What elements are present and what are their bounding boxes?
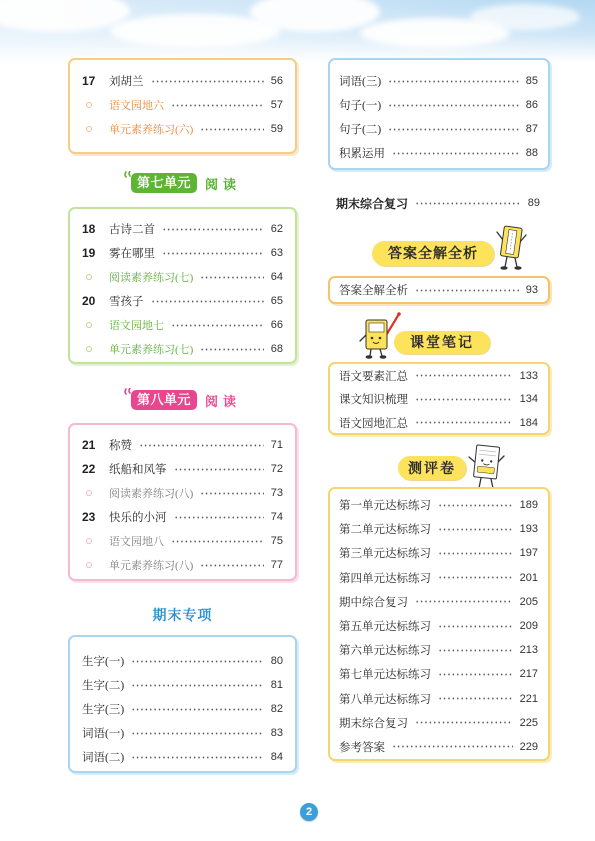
- dot-leader: [162, 228, 264, 231]
- entry-title: 生字(二): [82, 680, 125, 692]
- entry-title: 期末综合复习: [336, 196, 409, 211]
- bullet-cell: [82, 337, 109, 361]
- entry-page-number: 189: [519, 499, 538, 512]
- entry-page-number: 213: [519, 644, 538, 657]
- toc-entry: [339, 566, 538, 590]
- dot-leader: [151, 80, 264, 83]
- dot-leader: [162, 252, 264, 255]
- unit8-label: 阅读: [205, 393, 242, 409]
- entry-page-number: 229: [519, 740, 538, 753]
- entry-title: 词语(一): [82, 728, 125, 740]
- entry-title: 雪孩子: [109, 296, 144, 308]
- toc-entry: [82, 217, 283, 241]
- toc-entry: [339, 614, 538, 638]
- toc-entry: [339, 93, 538, 117]
- entry-title: 第七单元达标练习: [339, 669, 431, 682]
- dot-leader: [392, 152, 519, 155]
- toc-entry: [82, 481, 283, 505]
- toc-entry: [82, 505, 283, 529]
- circle-bullet-icon: [86, 102, 92, 108]
- toc-entry: [82, 289, 283, 313]
- bullet-cell: [82, 529, 109, 553]
- entry-title: 单元素养练习(八): [109, 560, 194, 572]
- entry-title: 语文园地汇总: [339, 417, 408, 430]
- lesson-number: 17: [82, 74, 96, 88]
- entry-title: 第六单元达标练习: [339, 645, 431, 658]
- entry-title: 期中综合复习: [339, 596, 408, 609]
- entry-title: 积累运用: [339, 148, 385, 160]
- final-special-heading: 期末专项: [152, 607, 213, 623]
- entry-title: 生字(三): [82, 704, 125, 716]
- circle-bullet-icon: [86, 562, 92, 568]
- bullet-cell: [82, 265, 109, 289]
- toc-entry: [339, 517, 538, 541]
- toc-entry: [82, 649, 283, 673]
- toc-entry: [339, 541, 538, 565]
- dot-leader: [388, 128, 519, 131]
- unit7-badge: 第七单元: [131, 173, 197, 193]
- dot-leader: [139, 444, 264, 447]
- entry-page-number: 72: [270, 463, 283, 475]
- dot-leader: [438, 552, 513, 555]
- toc-entry: [339, 711, 538, 735]
- entry-title: 快乐的小河: [109, 512, 167, 524]
- unit7-heading: [68, 171, 297, 195]
- entry-title: 生字(一): [82, 656, 125, 668]
- lesson-number: 19: [82, 246, 96, 260]
- bullet-cell: [82, 313, 109, 337]
- bullet-cell: [82, 481, 109, 505]
- dot-leader: [438, 697, 513, 700]
- entry-title: 句子(二): [339, 124, 382, 136]
- toc-entry: [82, 337, 283, 361]
- toc-entry: [82, 241, 283, 265]
- entry-page-number: 225: [519, 716, 538, 729]
- toc-entry: [339, 662, 538, 686]
- entry-page-number: 83: [270, 727, 283, 739]
- entry-page-number: 86: [525, 99, 538, 111]
- toc-entry: [339, 590, 538, 614]
- toc-entry: [339, 364, 538, 388]
- entry-title: 雾在哪里: [109, 248, 155, 260]
- entry-page-number: 89: [527, 197, 540, 209]
- entry-page-number: 217: [519, 668, 538, 681]
- dot-leader: [200, 128, 263, 131]
- entry-title: 语文园地六: [109, 100, 164, 112]
- lesson-number: 22: [82, 462, 96, 476]
- toc-entry: [82, 313, 283, 337]
- toc-entry: [339, 493, 538, 517]
- dot-leader: [438, 504, 513, 507]
- dot-leader: [171, 540, 264, 543]
- entry-page-number: 77: [270, 559, 283, 571]
- dot-leader: [415, 374, 513, 377]
- entry-page-number: 93: [525, 284, 538, 296]
- toc-entry: [82, 265, 283, 289]
- sky-banner: [0, 0, 595, 62]
- toc-entry: [339, 69, 538, 93]
- toc-entry: [339, 411, 538, 435]
- entry-page-number: 64: [270, 271, 283, 283]
- bullet-cell: [82, 117, 109, 141]
- entry-page-number: 133: [519, 369, 538, 382]
- entry-page-number: 205: [519, 595, 538, 608]
- entry-page-number: 84: [270, 751, 283, 763]
- dot-leader: [131, 756, 264, 759]
- entry-page-number: 73: [270, 487, 283, 499]
- entry-title: 第八单元达标练习: [339, 693, 431, 706]
- entry-page-number: 68: [270, 343, 283, 355]
- dot-leader: [392, 745, 513, 748]
- entry-page-number: 201: [519, 571, 538, 584]
- entry-title: 词语(二): [82, 752, 125, 764]
- circle-bullet-icon: [86, 274, 92, 280]
- unit8-box: [68, 423, 297, 581]
- bullet-cell: [82, 93, 109, 117]
- entry-title: 阅读素养练习(八): [109, 488, 194, 500]
- entry-title: 期末综合复习: [339, 717, 408, 730]
- dot-leader: [174, 516, 264, 519]
- answers-heading: 答案全解全析: [372, 241, 494, 266]
- dot-leader: [131, 708, 264, 711]
- tests-box: [328, 487, 550, 761]
- entry-title: 阅读素养练习(七): [109, 272, 194, 284]
- dot-leader: [200, 492, 263, 495]
- entry-page-number: 197: [519, 547, 538, 560]
- toc-entry: [82, 93, 283, 117]
- entry-title: 刘胡兰: [109, 76, 144, 88]
- dot-leader: [438, 528, 513, 531]
- dot-leader: [415, 721, 513, 724]
- toc-entry: [82, 553, 283, 577]
- entry-page-number: 87: [525, 123, 538, 135]
- entry-title: 第五单元达标练习: [339, 621, 431, 634]
- dot-leader: [200, 276, 263, 279]
- dot-leader: [415, 289, 519, 292]
- toc-entry: [339, 278, 538, 302]
- entry-title: 语文园地八: [109, 536, 164, 548]
- dot-leader: [438, 576, 513, 579]
- dot-leader: [438, 673, 513, 676]
- entry-page-number: 221: [519, 692, 538, 705]
- toc-entry: [339, 388, 538, 412]
- toc-entry: [82, 433, 283, 457]
- entry-title: 第一单元达标练习: [339, 500, 431, 513]
- entry-title: 语文园地七: [109, 320, 164, 332]
- unit6-box: [68, 58, 297, 154]
- entry-page-number: 85: [525, 75, 538, 87]
- tests-heading: 测评卷: [398, 456, 466, 480]
- entry-title: 第三单元达标练习: [339, 548, 431, 561]
- toc-entry: [82, 117, 283, 141]
- entry-page-number: 66: [270, 319, 283, 331]
- dot-leader: [151, 300, 264, 303]
- entry-page-number: 75: [270, 535, 283, 547]
- toc-entry: [339, 735, 538, 759]
- entry-title: 词语(三): [339, 76, 382, 88]
- dot-leader: [131, 732, 264, 735]
- entry-page-number: 71: [270, 439, 283, 451]
- entry-page-number: 74: [270, 511, 283, 523]
- toc-entry: [339, 117, 538, 141]
- final-review-entry: [336, 191, 540, 215]
- unit8-badge: 第八单元: [131, 390, 197, 410]
- lesson-number: 23: [82, 510, 96, 524]
- entry-title: 第二单元达标练习: [339, 524, 431, 537]
- answers-box: [328, 276, 550, 304]
- circle-bullet-icon: [86, 126, 92, 132]
- class-notes-box: [328, 362, 550, 435]
- entry-page-number: 63: [270, 247, 283, 259]
- lesson-number: 18: [82, 222, 96, 236]
- entry-title: 句子(一): [339, 100, 382, 112]
- entry-page-number: 134: [519, 393, 538, 406]
- toc-entry: [82, 69, 283, 93]
- entry-title: 课文知识梳理: [339, 394, 408, 407]
- book-mascot-icon: [494, 224, 528, 272]
- final-special-box: [68, 635, 297, 773]
- dot-leader: [438, 649, 513, 652]
- unit7-label: 阅读: [205, 176, 242, 192]
- toc-entry: [339, 687, 538, 711]
- entry-title: 语文要素汇总: [339, 370, 408, 383]
- dot-leader: [171, 104, 264, 107]
- final-special-continued-box: [328, 58, 550, 170]
- toc-entry: [82, 745, 283, 769]
- circle-bullet-icon: [86, 538, 92, 544]
- entry-page-number: 88: [525, 147, 538, 159]
- toc-entry: [339, 141, 538, 165]
- entry-page-number: 209: [519, 620, 538, 633]
- bullet-cell: [82, 553, 109, 577]
- dot-leader: [174, 468, 264, 471]
- lesson-number: 21: [82, 438, 96, 452]
- entry-title: 称赞: [109, 440, 132, 452]
- entry-title: 古诗二首: [109, 224, 155, 236]
- entry-title: 单元素养练习(六): [109, 124, 194, 136]
- dot-leader: [415, 398, 513, 401]
- dot-leader: [438, 625, 513, 628]
- dot-leader: [171, 324, 264, 327]
- unit7-box: [68, 207, 297, 364]
- entry-page-number: 56: [270, 75, 283, 87]
- dot-leader: [131, 684, 264, 687]
- unit8-heading: [68, 388, 297, 412]
- entry-title: 纸船和风筝: [109, 464, 167, 476]
- dot-leader: [388, 80, 519, 83]
- lesson-number: 20: [82, 294, 96, 308]
- toc-entry: [82, 721, 283, 745]
- page-number: 2: [300, 803, 318, 821]
- entry-page-number: 57: [270, 99, 283, 111]
- dot-leader: [200, 348, 263, 351]
- entry-title: 答案全解全析: [339, 285, 408, 297]
- entry-title: 第四单元达标练习: [339, 572, 431, 585]
- dot-leader: [415, 600, 513, 603]
- dot-leader: [200, 564, 263, 567]
- toc-entry: [82, 529, 283, 553]
- toc-entry: [339, 638, 538, 662]
- toc-entry: [82, 457, 283, 481]
- entry-title: 参考答案: [339, 741, 385, 754]
- toc-entry: [82, 697, 283, 721]
- circle-bullet-icon: [86, 490, 92, 496]
- toc-entry: [82, 673, 283, 697]
- circle-bullet-icon: [86, 346, 92, 352]
- entry-page-number: 82: [270, 703, 283, 715]
- entry-page-number: 184: [519, 416, 538, 429]
- entry-page-number: 81: [270, 679, 283, 691]
- dot-leader: [388, 104, 519, 107]
- dot-leader: [415, 421, 513, 424]
- entry-page-number: 62: [270, 223, 283, 235]
- entry-page-number: 80: [270, 655, 283, 667]
- circle-bullet-icon: [86, 322, 92, 328]
- dot-leader: [415, 202, 521, 205]
- entry-page-number: 193: [519, 523, 538, 536]
- entry-page-number: 59: [270, 123, 283, 135]
- entry-page-number: 65: [270, 295, 283, 307]
- class-notes-heading: 课堂笔记: [394, 331, 490, 354]
- entry-title: 单元素养练习(七): [109, 344, 194, 356]
- dot-leader: [131, 660, 264, 663]
